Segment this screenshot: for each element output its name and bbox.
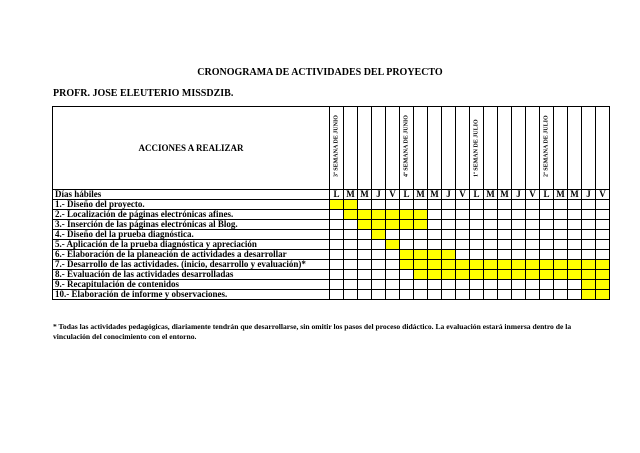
scheduled-cell: [526, 260, 540, 270]
day-label: L: [540, 190, 554, 200]
week-header-cell: [470, 107, 484, 190]
scheduled-cell: [596, 280, 610, 290]
empty-cell: [484, 290, 498, 300]
scheduled-cell: [372, 210, 386, 220]
empty-cell: [428, 220, 442, 230]
week-header-cell: [358, 107, 372, 190]
empty-cell: [456, 200, 470, 210]
day-label: V: [456, 190, 470, 200]
empty-cell: [484, 210, 498, 220]
empty-cell: [386, 290, 400, 300]
empty-cell: [582, 250, 596, 260]
scheduled-cell: [456, 260, 470, 270]
week-header-cell: [428, 107, 442, 190]
empty-cell: [344, 230, 358, 240]
day-label: V: [526, 190, 540, 200]
day-label: V: [386, 190, 400, 200]
day-label: M: [358, 190, 372, 200]
empty-cell: [596, 220, 610, 230]
empty-cell: [442, 240, 456, 250]
empty-cell: [512, 290, 526, 300]
empty-cell: [344, 260, 358, 270]
scheduled-cell: [400, 260, 414, 270]
empty-cell: [484, 240, 498, 250]
empty-cell: [414, 280, 428, 290]
scheduled-cell: [386, 210, 400, 220]
scheduled-cell: [512, 270, 526, 280]
scheduled-cell: [344, 200, 358, 210]
empty-cell: [526, 240, 540, 250]
empty-cell: [330, 240, 344, 250]
empty-cell: [414, 240, 428, 250]
empty-cell: [456, 230, 470, 240]
days-label: Días hábiles: [53, 190, 330, 200]
empty-cell: [470, 210, 484, 220]
scheduled-cell: [484, 270, 498, 280]
empty-cell: [456, 210, 470, 220]
empty-cell: [484, 220, 498, 230]
day-label: M: [568, 190, 582, 200]
activity-row: [53, 290, 610, 300]
activity-label: 1.- Diseño del proyecto.: [53, 200, 330, 210]
scheduled-cell: [400, 220, 414, 230]
empty-cell: [372, 240, 386, 250]
empty-cell: [358, 240, 372, 250]
activity-label: 8.- Evaluación de las actividades desarrolladas: [53, 270, 330, 280]
empty-cell: [358, 270, 372, 280]
empty-cell: [568, 240, 582, 250]
scheduled-cell: [400, 250, 414, 260]
week-header-cell: [372, 107, 386, 190]
week-label: 4ª SEMANA DE JUNIO: [403, 115, 409, 177]
scheduled-cell: [596, 260, 610, 270]
empty-cell: [428, 290, 442, 300]
empty-cell: [484, 280, 498, 290]
week-header-cell: [582, 107, 596, 190]
empty-cell: [554, 240, 568, 250]
footnote: * Todas las actividades pedagógicas, diariamente tendrán que desarrollarse, sin omitir los pasos del proceso didáctico. La evaluación estará inmersa dentro de la vinculación del conocimiento con el entorno.: [53, 322, 572, 341]
empty-cell: [568, 290, 582, 300]
empty-cell: [526, 230, 540, 240]
empty-cell: [540, 290, 554, 300]
empty-cell: [568, 200, 582, 210]
empty-cell: [400, 270, 414, 280]
week-header-cell: [526, 107, 540, 190]
empty-cell: [554, 210, 568, 220]
empty-cell: [512, 230, 526, 240]
empty-cell: [582, 200, 596, 210]
day-label: J: [582, 190, 596, 200]
empty-cell: [456, 280, 470, 290]
empty-cell: [498, 220, 512, 230]
empty-cell: [456, 290, 470, 300]
empty-cell: [344, 270, 358, 280]
empty-cell: [596, 210, 610, 220]
empty-cell: [498, 200, 512, 210]
empty-cell: [512, 280, 526, 290]
empty-cell: [554, 290, 568, 300]
empty-cell: [372, 280, 386, 290]
empty-cell: [540, 280, 554, 290]
scheduled-cell: [554, 270, 568, 280]
week-header-cell: [330, 107, 344, 190]
week-header-cell: [400, 107, 414, 190]
scheduled-cell: [358, 220, 372, 230]
empty-cell: [330, 270, 344, 280]
empty-cell: [344, 240, 358, 250]
empty-cell: [386, 230, 400, 240]
empty-cell: [568, 280, 582, 290]
activity-row: [53, 230, 610, 240]
scheduled-cell: [568, 270, 582, 280]
empty-cell: [358, 230, 372, 240]
scheduled-cell: [428, 270, 442, 280]
empty-cell: [442, 290, 456, 300]
scheduled-cell: [400, 210, 414, 220]
empty-cell: [540, 220, 554, 230]
scheduled-cell: [344, 210, 358, 220]
activity-label: 9.- Recapitulación de contenidos: [53, 280, 330, 290]
empty-cell: [428, 210, 442, 220]
scheduled-cell: [498, 270, 512, 280]
scheduled-cell: [428, 250, 442, 260]
day-label: L: [400, 190, 414, 200]
days-row: [53, 190, 610, 200]
empty-cell: [344, 220, 358, 230]
scheduled-cell: [582, 260, 596, 270]
week-label: 3ª SEMANA DE JUNIO: [333, 115, 339, 177]
empty-cell: [582, 230, 596, 240]
activity-row: [53, 270, 610, 280]
scheduled-cell: [442, 270, 456, 280]
empty-cell: [568, 230, 582, 240]
scheduled-cell: [470, 260, 484, 270]
empty-cell: [442, 280, 456, 290]
scheduled-cell: [498, 260, 512, 270]
empty-cell: [596, 200, 610, 210]
scheduled-cell: [582, 290, 596, 300]
header-row: [53, 107, 610, 190]
actions-header: ACCIONES A REALIZAR: [53, 107, 330, 190]
activity-label: 2.- Localización de páginas electrónicas afines.: [53, 210, 330, 220]
activity-row: [53, 260, 610, 270]
professor-name: PROFR. JOSE ELEUTERIO MISSDZIB.: [53, 88, 234, 99]
empty-cell: [470, 280, 484, 290]
scheduled-cell: [386, 220, 400, 230]
empty-cell: [596, 230, 610, 240]
empty-cell: [330, 230, 344, 240]
scheduled-cell: [554, 260, 568, 270]
day-label: J: [372, 190, 386, 200]
empty-cell: [372, 250, 386, 260]
empty-cell: [526, 220, 540, 230]
scheduled-cell: [414, 260, 428, 270]
empty-cell: [470, 290, 484, 300]
empty-cell: [568, 220, 582, 230]
empty-cell: [526, 250, 540, 260]
scheduled-cell: [428, 260, 442, 270]
scheduled-cell: [526, 270, 540, 280]
empty-cell: [358, 260, 372, 270]
empty-cell: [512, 240, 526, 250]
scheduled-cell: [596, 290, 610, 300]
empty-cell: [470, 200, 484, 210]
empty-cell: [498, 290, 512, 300]
scheduled-cell: [568, 260, 582, 270]
day-label: J: [442, 190, 456, 200]
empty-cell: [358, 200, 372, 210]
empty-cell: [470, 230, 484, 240]
activity-row: [53, 280, 610, 290]
empty-cell: [428, 230, 442, 240]
week-header-cell: [596, 107, 610, 190]
empty-cell: [372, 260, 386, 270]
empty-cell: [386, 250, 400, 260]
empty-cell: [386, 260, 400, 270]
empty-cell: [414, 290, 428, 300]
empty-cell: [596, 250, 610, 260]
empty-cell: [582, 220, 596, 230]
empty-cell: [442, 230, 456, 240]
empty-cell: [386, 270, 400, 280]
activity-row: [53, 210, 610, 220]
scheduled-cell: [582, 280, 596, 290]
week-label: 1ª SEMAN DE JULIO: [473, 119, 479, 177]
empty-cell: [526, 210, 540, 220]
empty-cell: [330, 220, 344, 230]
day-label: J: [512, 190, 526, 200]
empty-cell: [372, 270, 386, 280]
week-header-cell: [414, 107, 428, 190]
empty-cell: [344, 290, 358, 300]
scheduled-cell: [414, 270, 428, 280]
empty-cell: [526, 200, 540, 210]
empty-cell: [442, 210, 456, 220]
scheduled-cell: [330, 200, 344, 210]
empty-cell: [554, 230, 568, 240]
scheduled-cell: [596, 270, 610, 280]
week-header-cell: [554, 107, 568, 190]
activity-label: 10.- Elaboración de informe y observaciones.: [53, 290, 330, 300]
empty-cell: [484, 200, 498, 210]
empty-cell: [428, 240, 442, 250]
empty-cell: [456, 250, 470, 260]
empty-cell: [526, 290, 540, 300]
activity-row: [53, 200, 610, 210]
empty-cell: [540, 200, 554, 210]
empty-cell: [582, 210, 596, 220]
empty-cell: [568, 210, 582, 220]
empty-cell: [428, 280, 442, 290]
scheduled-cell: [442, 250, 456, 260]
empty-cell: [540, 240, 554, 250]
empty-cell: [372, 290, 386, 300]
empty-cell: [400, 230, 414, 240]
week-label: 2ª SEMANA DE JULIO: [543, 115, 549, 177]
scheduled-cell: [414, 210, 428, 220]
scheduled-cell: [540, 260, 554, 270]
activity-label: 3.- Inserción de las páginas electrónicas al Blog.: [53, 220, 330, 230]
activity-label: 4.- Diseño del la prueba diagnóstica.: [53, 230, 330, 240]
week-header-cell: [344, 107, 358, 190]
week-header-cell: [484, 107, 498, 190]
empty-cell: [330, 280, 344, 290]
empty-cell: [414, 200, 428, 210]
day-label: V: [596, 190, 610, 200]
empty-cell: [372, 200, 386, 210]
empty-cell: [512, 200, 526, 210]
activity-label: 5.- Aplicación de la prueba diagnóstica y apreciación: [53, 240, 330, 250]
empty-cell: [428, 200, 442, 210]
day-label: M: [498, 190, 512, 200]
empty-cell: [330, 290, 344, 300]
empty-cell: [554, 200, 568, 210]
empty-cell: [484, 230, 498, 240]
empty-cell: [498, 250, 512, 260]
scheduled-cell: [470, 270, 484, 280]
activity-label: 6.- Elaboración de la planeación de actividades a desarrollar: [53, 250, 330, 260]
week-header-cell: [498, 107, 512, 190]
empty-cell: [540, 230, 554, 240]
week-header-cell: [442, 107, 456, 190]
empty-cell: [330, 260, 344, 270]
scheduled-cell: [582, 270, 596, 280]
empty-cell: [484, 250, 498, 260]
empty-cell: [568, 250, 582, 260]
week-header-cell: [386, 107, 400, 190]
empty-cell: [596, 240, 610, 250]
empty-cell: [582, 240, 596, 250]
empty-cell: [512, 210, 526, 220]
empty-cell: [498, 280, 512, 290]
week-header-cell: [540, 107, 554, 190]
empty-cell: [400, 290, 414, 300]
day-label: M: [344, 190, 358, 200]
day-label: M: [554, 190, 568, 200]
empty-cell: [386, 200, 400, 210]
empty-cell: [344, 250, 358, 260]
day-label: M: [428, 190, 442, 200]
scheduled-cell: [414, 250, 428, 260]
empty-cell: [400, 200, 414, 210]
day-label: L: [470, 190, 484, 200]
empty-cell: [498, 210, 512, 220]
empty-cell: [470, 220, 484, 230]
day-label: L: [330, 190, 344, 200]
empty-cell: [540, 210, 554, 220]
empty-cell: [330, 250, 344, 260]
empty-cell: [554, 250, 568, 260]
empty-cell: [400, 240, 414, 250]
scheduled-cell: [372, 220, 386, 230]
empty-cell: [456, 240, 470, 250]
empty-cell: [358, 290, 372, 300]
empty-cell: [442, 200, 456, 210]
scheduled-cell: [358, 210, 372, 220]
empty-cell: [526, 280, 540, 290]
empty-cell: [400, 280, 414, 290]
scheduled-cell: [540, 270, 554, 280]
activity-row: [53, 240, 610, 250]
scheduled-cell: [512, 260, 526, 270]
empty-cell: [540, 250, 554, 260]
day-label: M: [484, 190, 498, 200]
scheduled-cell: [372, 230, 386, 240]
activity-row: [53, 220, 610, 230]
scheduled-cell: [484, 260, 498, 270]
scheduled-cell: [442, 260, 456, 270]
schedule-table: [52, 106, 610, 300]
empty-cell: [512, 250, 526, 260]
empty-cell: [358, 280, 372, 290]
empty-cell: [386, 280, 400, 290]
document-title: CRONOGRAMA DE ACTIVIDADES DEL PROYECTO: [197, 67, 443, 78]
empty-cell: [470, 250, 484, 260]
scheduled-cell: [386, 240, 400, 250]
week-header-cell: [456, 107, 470, 190]
scheduled-cell: [414, 220, 428, 230]
empty-cell: [554, 220, 568, 230]
week-header-cell: [512, 107, 526, 190]
empty-cell: [512, 220, 526, 230]
empty-cell: [498, 230, 512, 240]
empty-cell: [498, 240, 512, 250]
empty-cell: [330, 210, 344, 220]
empty-cell: [344, 280, 358, 290]
empty-cell: [470, 240, 484, 250]
empty-cell: [456, 220, 470, 230]
activity-label: 7.- Desarrollo de las actividades. (inicio, desarrollo y evaluación)*: [53, 260, 330, 270]
empty-cell: [554, 280, 568, 290]
day-label: M: [414, 190, 428, 200]
empty-cell: [358, 250, 372, 260]
activity-row: [53, 250, 610, 260]
scheduled-cell: [456, 270, 470, 280]
empty-cell: [442, 220, 456, 230]
week-header-cell: [568, 107, 582, 190]
empty-cell: [414, 230, 428, 240]
